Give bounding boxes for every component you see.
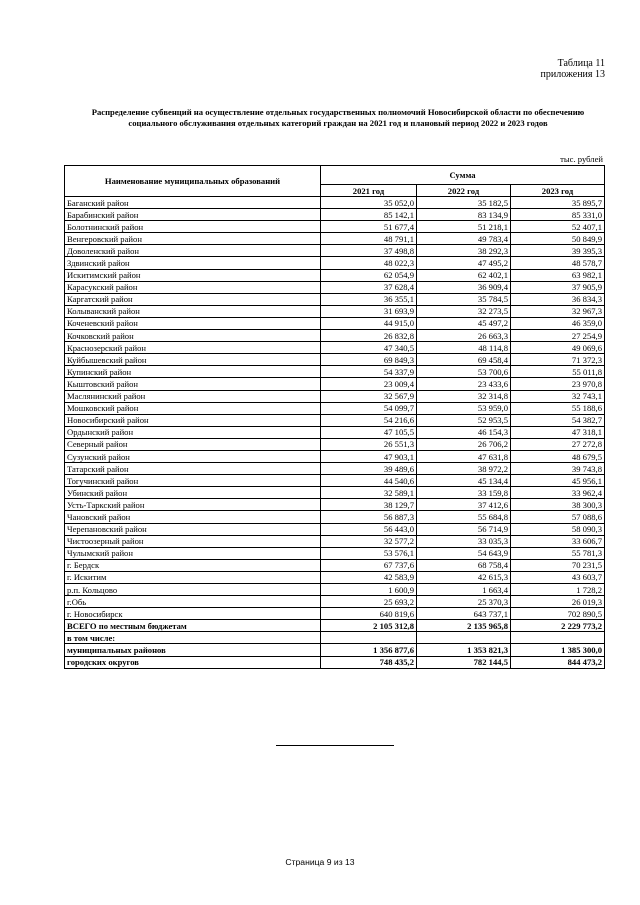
- amount-2023: 54 382,7: [511, 414, 605, 426]
- table-row: [65, 535, 605, 547]
- amount-2021: 67 737,6: [321, 559, 417, 571]
- amount-2021: 44 540,6: [321, 475, 417, 487]
- amount-2022: 26 663,3: [417, 330, 511, 342]
- table-row: [65, 209, 605, 221]
- table-row: [65, 596, 605, 608]
- amount-2023: 27 254,9: [511, 330, 605, 342]
- table-row: [65, 281, 605, 293]
- amount-2021: 1 600,9: [321, 584, 417, 596]
- subsidy-table: [64, 165, 605, 669]
- amount-2023: 48 679,5: [511, 450, 605, 462]
- amount-2021: 47 105,5: [321, 426, 417, 438]
- amount-2023: 27 272,8: [511, 438, 605, 450]
- table-number: Таблица 11: [557, 58, 605, 69]
- amount-2023: 85 331,0: [511, 209, 605, 221]
- table-row: [65, 342, 605, 354]
- table-row: [65, 390, 605, 402]
- table-row: [65, 245, 605, 257]
- amount-2023: 58 090,3: [511, 523, 605, 535]
- amount-2023: 55 011,8: [511, 366, 605, 378]
- table-row: [65, 438, 605, 450]
- municipality-name: Здвинский район: [65, 257, 321, 269]
- amount-2022: 45 497,2: [417, 317, 511, 329]
- municipality-name: Чулымский район: [65, 547, 321, 559]
- amount-2021: 53 576,1: [321, 547, 417, 559]
- municipality-name: городских округов: [65, 656, 321, 668]
- amount-2022: 42 615,3: [417, 571, 511, 583]
- table-row: [65, 197, 605, 209]
- amount-2022: 46 154,3: [417, 426, 511, 438]
- amount-2022: 53 959,0: [417, 402, 511, 414]
- municipality-name: Сузунский район: [65, 450, 321, 462]
- table-body: [65, 197, 605, 669]
- municipality-name: Тогучинский район: [65, 475, 321, 487]
- municipality-name: Новосибирский район: [65, 414, 321, 426]
- amount-2022: 69 458,4: [417, 354, 511, 366]
- page-footer: Страница 9 из 13: [285, 857, 355, 867]
- amount-2022: 47 495,2: [417, 257, 511, 269]
- municipality-name: Краснозерский район: [65, 342, 321, 354]
- amount-2021: 32 567,9: [321, 390, 417, 402]
- municipality-name: Карасукский район: [65, 281, 321, 293]
- document-title: Распределение субвенций на осуществление отдельных государственных полномочий Новосибирской области по обеспечению социального обслуживания отдельных категорий граждан на 2021 год и плановый период 2022 и 2023 годов: [91, 107, 585, 128]
- amount-2023: 46 359,0: [511, 317, 605, 329]
- municipality-name: г. Бердск: [65, 559, 321, 571]
- municipality-name: Каргатский район: [65, 293, 321, 305]
- amount-2023: 71 372,3: [511, 354, 605, 366]
- amount-2023: 2 229 773,2: [511, 620, 605, 632]
- amount-2023: 45 956,1: [511, 475, 605, 487]
- table-row: [65, 305, 605, 317]
- table-row: [65, 571, 605, 583]
- amount-2021: 42 583,9: [321, 571, 417, 583]
- table-row: [65, 511, 605, 523]
- amount-2023: 32 967,3: [511, 305, 605, 317]
- column-header-2022: 2022 год: [417, 185, 511, 197]
- amount-2022: 25 370,3: [417, 596, 511, 608]
- municipality-name: Болотнинский район: [65, 221, 321, 233]
- amount-2022: 26 706,2: [417, 438, 511, 450]
- municipality-name: Искитимский район: [65, 269, 321, 281]
- amount-2022: 68 758,4: [417, 559, 511, 571]
- amount-2022: 52 953,5: [417, 414, 511, 426]
- subtotal-row: [65, 644, 605, 656]
- amount-2021: 26 832,8: [321, 330, 417, 342]
- table-row: [65, 463, 605, 475]
- municipality-name: г. Искитим: [65, 571, 321, 583]
- appendix-number: приложения 13: [540, 69, 605, 80]
- amount-2021: 23 009,4: [321, 378, 417, 390]
- amount-2022: 47 631,8: [417, 450, 511, 462]
- amount-2021: 640 819,6: [321, 608, 417, 620]
- amount-2021: 38 129,7: [321, 499, 417, 511]
- municipality-name: ВСЕГО по местным бюджетам: [65, 620, 321, 632]
- table-row: [65, 523, 605, 535]
- municipality-name: Барабинский район: [65, 209, 321, 221]
- amount-2023: 1 728,2: [511, 584, 605, 596]
- municipality-name: г. Новосибирск: [65, 608, 321, 620]
- amount-2022: 56 714,9: [417, 523, 511, 535]
- amount-2021: 69 849,3: [321, 354, 417, 366]
- amount-2023: 32 743,1: [511, 390, 605, 402]
- separator-line: [276, 745, 394, 746]
- amount-2022: 83 134,9: [417, 209, 511, 221]
- amount-2023: 844 473,2: [511, 656, 605, 668]
- amount-2021: 37 498,8: [321, 245, 417, 257]
- amount-2021: 32 589,1: [321, 487, 417, 499]
- municipality-name: Ордынский район: [65, 426, 321, 438]
- municipality-name: Усть-Таркский район: [65, 499, 321, 511]
- amount-2022: 48 114,8: [417, 342, 511, 354]
- amount-2023: 47 318,1: [511, 426, 605, 438]
- amount-2022: 1 353 821,3: [417, 644, 511, 656]
- amount-2021: 25 693,2: [321, 596, 417, 608]
- amount-2022: 35 182,5: [417, 197, 511, 209]
- table-row: [65, 293, 605, 305]
- amount-2022: 643 737,1: [417, 608, 511, 620]
- column-header-name: Наименование муниципальных образований: [65, 166, 321, 197]
- municipality-name: муниципальных районов: [65, 644, 321, 656]
- amount-2023: 57 088,6: [511, 511, 605, 523]
- amount-2022: 51 218,1: [417, 221, 511, 233]
- amount-2023: 70 231,5: [511, 559, 605, 571]
- table-row: [65, 317, 605, 329]
- units-label: тыс. рублей: [560, 154, 603, 164]
- amount-2022: 2 135 965,8: [417, 620, 511, 632]
- table-row: [65, 402, 605, 414]
- amount-2022: 54 643,9: [417, 547, 511, 559]
- municipality-name: Баганский район: [65, 197, 321, 209]
- amount-2023: 43 603,7: [511, 571, 605, 583]
- including-row: [65, 632, 605, 644]
- amount-2022: 38 972,2: [417, 463, 511, 475]
- table-row: [65, 559, 605, 571]
- amount-2023: 37 905,9: [511, 281, 605, 293]
- amount-2021: 54 099,7: [321, 402, 417, 414]
- amount-2023: 55 188,6: [511, 402, 605, 414]
- amount-2022: 1 663,4: [417, 584, 511, 596]
- amount-2021: 37 628,4: [321, 281, 417, 293]
- empty-cell: [511, 632, 605, 644]
- amount-2023: 36 834,3: [511, 293, 605, 305]
- amount-2021: 62 054,9: [321, 269, 417, 281]
- amount-2021: 36 355,1: [321, 293, 417, 305]
- amount-2021: 85 142,1: [321, 209, 417, 221]
- amount-2021: 48 791,1: [321, 233, 417, 245]
- table-row: [65, 257, 605, 269]
- table-row: [65, 426, 605, 438]
- column-header-2023: 2023 год: [511, 185, 605, 197]
- table-row: [65, 608, 605, 620]
- amount-2023: 63 982,1: [511, 269, 605, 281]
- amount-2021: 1 356 877,6: [321, 644, 417, 656]
- amount-2023: 49 069,6: [511, 342, 605, 354]
- total-row: [65, 620, 605, 632]
- municipality-name: Маслянинский район: [65, 390, 321, 402]
- table-row: [65, 233, 605, 245]
- amount-2021: 748 435,2: [321, 656, 417, 668]
- amount-2022: 53 700,6: [417, 366, 511, 378]
- amount-2022: 32 314,8: [417, 390, 511, 402]
- municipality-name: Куйбышевский район: [65, 354, 321, 366]
- table-row: [65, 584, 605, 596]
- amount-2021: 47 340,5: [321, 342, 417, 354]
- amount-2021: 35 052,0: [321, 197, 417, 209]
- amount-2022: 45 134,4: [417, 475, 511, 487]
- amount-2023: 33 962,4: [511, 487, 605, 499]
- municipality-name: Мошковский район: [65, 402, 321, 414]
- amount-2022: 782 144,5: [417, 656, 511, 668]
- amount-2021: 51 677,4: [321, 221, 417, 233]
- table-row: [65, 487, 605, 499]
- table-row: [65, 221, 605, 233]
- amount-2021: 39 489,6: [321, 463, 417, 475]
- amount-2023: 23 970,8: [511, 378, 605, 390]
- municipality-name: Черепановский район: [65, 523, 321, 535]
- empty-cell: [417, 632, 511, 644]
- amount-2023: 55 781,3: [511, 547, 605, 559]
- amount-2022: 55 684,8: [417, 511, 511, 523]
- amount-2022: 38 292,3: [417, 245, 511, 257]
- municipality-name: р.п. Кольцово: [65, 584, 321, 596]
- municipality-name: Купинский район: [65, 366, 321, 378]
- amount-2023: 39 743,8: [511, 463, 605, 475]
- municipality-name: Доволенский район: [65, 245, 321, 257]
- subtotal-row: [65, 656, 605, 668]
- amount-2021: 32 577,2: [321, 535, 417, 547]
- amount-2022: 62 402,1: [417, 269, 511, 281]
- amount-2021: 44 915,0: [321, 317, 417, 329]
- amount-2021: 54 337,9: [321, 366, 417, 378]
- amount-2021: 2 105 312,8: [321, 620, 417, 632]
- amount-2023: 1 385 300,0: [511, 644, 605, 656]
- amount-2023: 702 890,5: [511, 608, 605, 620]
- table-row: [65, 269, 605, 281]
- empty-cell: [321, 632, 417, 644]
- amount-2022: 32 273,5: [417, 305, 511, 317]
- amount-2022: 33 035,3: [417, 535, 511, 547]
- amount-2021: 54 216,6: [321, 414, 417, 426]
- amount-2023: 38 300,3: [511, 499, 605, 511]
- municipality-name: Кыштовский район: [65, 378, 321, 390]
- column-header-2021: 2021 год: [321, 185, 417, 197]
- amount-2021: 26 551,3: [321, 438, 417, 450]
- municipality-name: Северный район: [65, 438, 321, 450]
- amount-2021: 56 887,3: [321, 511, 417, 523]
- amount-2022: 23 433,6: [417, 378, 511, 390]
- table-row: [65, 499, 605, 511]
- municipality-name: Чановский район: [65, 511, 321, 523]
- amount-2021: 31 693,9: [321, 305, 417, 317]
- amount-2023: 48 578,7: [511, 257, 605, 269]
- amount-2023: 26 019,3: [511, 596, 605, 608]
- municipality-name: Венгеровский район: [65, 233, 321, 245]
- municipality-name: Коченевский район: [65, 317, 321, 329]
- amount-2023: 52 407,1: [511, 221, 605, 233]
- municipality-name: Татарский район: [65, 463, 321, 475]
- amount-2021: 56 443,0: [321, 523, 417, 535]
- municipality-name: Кочковский район: [65, 330, 321, 342]
- column-header-sum: Сумма: [321, 166, 605, 185]
- amount-2022: 33 159,8: [417, 487, 511, 499]
- table-row: [65, 475, 605, 487]
- amount-2023: 39 395,3: [511, 245, 605, 257]
- amount-2021: 47 903,1: [321, 450, 417, 462]
- amount-2023: 33 606,7: [511, 535, 605, 547]
- amount-2023: 35 895,7: [511, 197, 605, 209]
- municipality-name: Убинский район: [65, 487, 321, 499]
- amount-2022: 37 412,6: [417, 499, 511, 511]
- amount-2022: 35 784,5: [417, 293, 511, 305]
- amount-2023: 50 849,9: [511, 233, 605, 245]
- municipality-name: Колыванский район: [65, 305, 321, 317]
- including-label: в том числе:: [65, 632, 321, 644]
- table-row: [65, 354, 605, 366]
- table-row: [65, 450, 605, 462]
- municipality-name: г.Обь: [65, 596, 321, 608]
- amount-2022: 36 909,4: [417, 281, 511, 293]
- table-row: [65, 547, 605, 559]
- table-row: [65, 366, 605, 378]
- municipality-name: Чистоозерный район: [65, 535, 321, 547]
- table-row: [65, 378, 605, 390]
- amount-2021: 48 022,3: [321, 257, 417, 269]
- table-row: [65, 414, 605, 426]
- amount-2022: 49 783,4: [417, 233, 511, 245]
- table-row: [65, 330, 605, 342]
